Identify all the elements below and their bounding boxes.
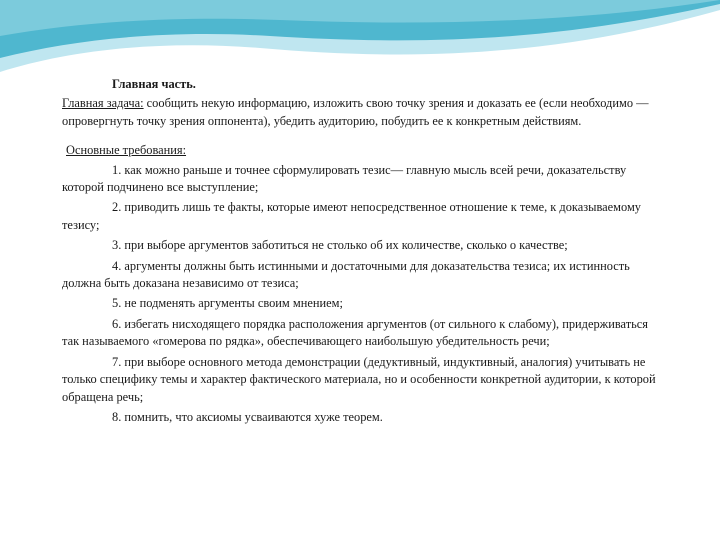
requirements-heading: Основные требования:	[66, 143, 187, 158]
requirement-item: 3. при выборе аргументов заботиться не столько об их количестве, сколько о качестве;	[112, 238, 568, 253]
main-task-text: сообщить некую информацию, изложить свою точку зрения и доказать ее (если необходимо — опровергнуть точку зрения оппонента), убедить аудиторию, побудить ее к конкретным действиям.	[62, 96, 649, 128]
slide-content	[62, 76, 662, 429]
requirement-item: 5. не подменять аргументы своим мнением;	[112, 296, 343, 311]
requirement-item: 4. аргументы должны быть истинными и достаточными для доказательства тезиса; их истинность должна быть доказана независимо от тезиса;	[62, 258, 630, 291]
main-task-label: Главная задача:	[62, 96, 144, 111]
requirements-list	[62, 162, 662, 427]
requirement-item: 1. как можно раньше и точнее сформулировать тезис— главную мысль всей речи, доказательству которой подчинено все выступление;	[62, 162, 627, 195]
main-task-paragraph	[62, 95, 662, 130]
requirement-item: 2. приводить лишь те факты, которые имеют непосредственное отношение к теме, к доказываемому тезису;	[62, 200, 641, 232]
requirement-item: 6. избегать нисходящего порядка расположения аргументов (от сильного к слабому), придерживаться так называемого «гомерова по рядка», обеспечивающего наибольшую убедительность речи;	[62, 316, 648, 349]
requirement-item: 7. при выборе основного метода демонстрации (дедуктивный, индуктивный, аналогия) учитывать не только специфику темы и характер фактического материала, но и особенности конкретной аудитории, к которой обращена речь;	[62, 354, 656, 404]
decorative-wave-header	[0, 0, 720, 80]
requirement-item: 8. помнить, что аксиомы усваиваются хуже теорем.	[112, 409, 383, 424]
slide-title: Главная часть.	[112, 77, 196, 91]
